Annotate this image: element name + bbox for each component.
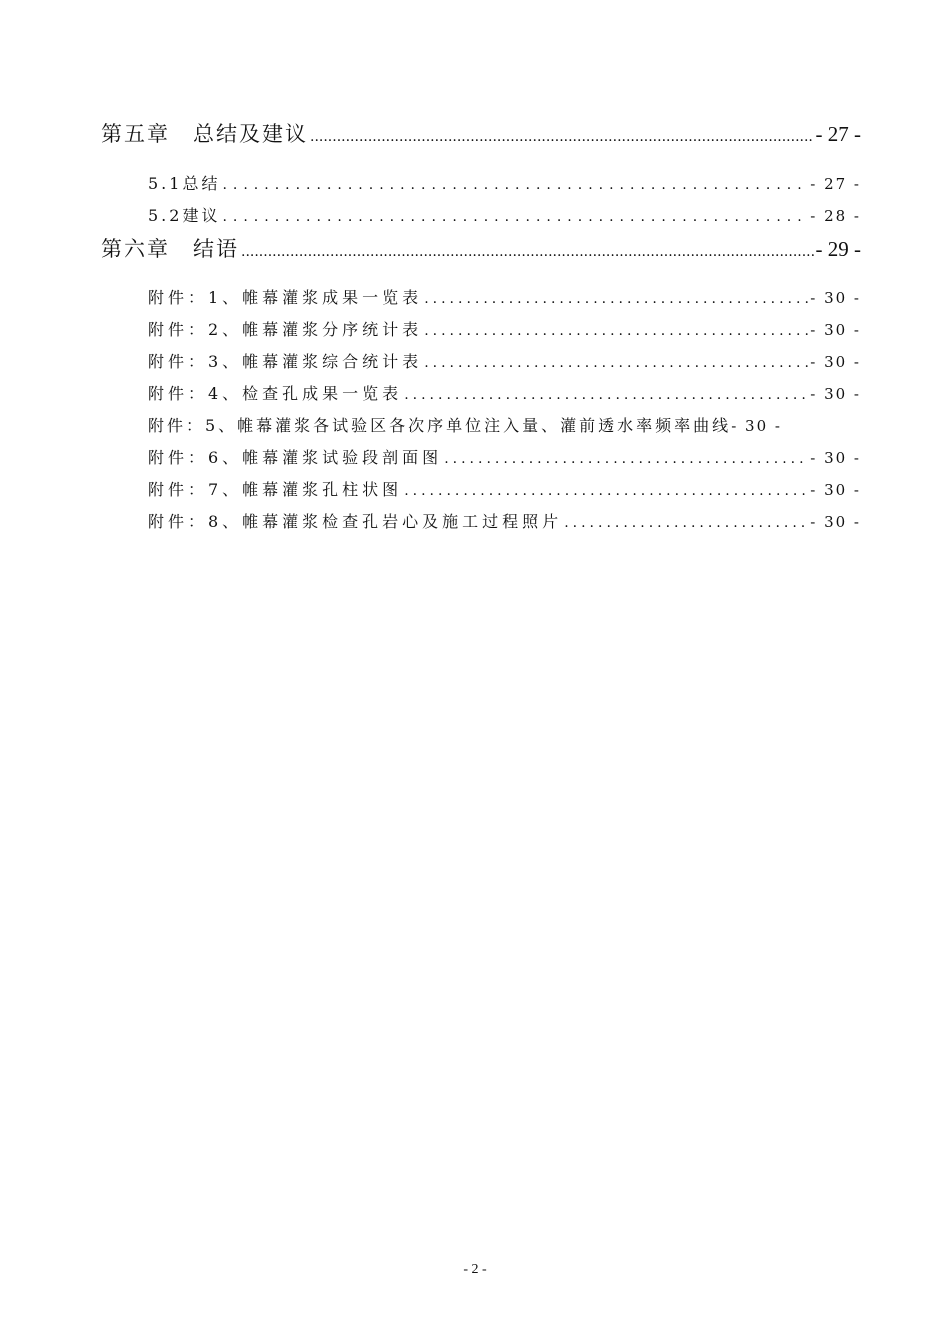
toc-entry-page: - 30 -	[810, 353, 861, 371]
toc-entry-page: - 28 -	[810, 207, 861, 225]
dot-leader	[404, 483, 808, 499]
toc-entry-appendix-7[interactable]	[148, 477, 861, 500]
dot-leader	[241, 244, 814, 260]
toc-entry-appendix-2[interactable]	[148, 317, 861, 340]
toc-entry-page: - 30 -	[810, 513, 861, 531]
toc-entry-appendix-6[interactable]	[148, 445, 861, 468]
toc-entry-label: 附件：1、帷幕灌浆成果一览表	[148, 288, 423, 307]
dot-leader	[404, 387, 808, 403]
dot-leader	[564, 515, 808, 531]
dot-leader	[444, 451, 808, 467]
toc-entry-label: 附件：4、检查孔成果一览表	[148, 384, 403, 403]
toc-entry-page: - 29 -	[815, 237, 861, 261]
toc-entry-section-5-2[interactable]	[148, 203, 861, 226]
dot-leader	[424, 355, 808, 371]
toc-entry-page: - 30 -	[810, 289, 861, 307]
toc-entry-page: - 30 -	[810, 385, 861, 403]
toc-entry-chapter-5[interactable]	[101, 118, 861, 148]
toc-entry-page: - 30 -	[810, 321, 861, 339]
toc-entry-appendix-4[interactable]	[148, 381, 861, 404]
dot-leader	[310, 129, 814, 145]
toc-entry-appendix-1[interactable]	[148, 285, 861, 308]
toc-entry-label: 附件：3、帷幕灌浆综合统计表	[148, 352, 423, 371]
toc-entry-page: - 27 -	[810, 175, 861, 193]
toc-entry-label: 5.2建议	[148, 206, 221, 225]
dot-leader	[424, 291, 808, 307]
toc-entry-page: - 30 -	[731, 417, 782, 435]
dot-leader	[222, 209, 808, 225]
toc-entry-appendix-3[interactable]	[148, 349, 861, 372]
toc-entry-appendix-5[interactable]	[148, 413, 893, 436]
toc-entry-chapter-6[interactable]	[101, 233, 861, 263]
toc-entry-appendix-8[interactable]	[148, 509, 861, 532]
toc-entry-page: - 27 -	[815, 122, 861, 146]
toc-entry-label: 第六章 结语	[101, 237, 239, 261]
dot-leader	[424, 323, 808, 339]
toc-entry-label: 附件：7、帷幕灌浆孔柱状图	[148, 480, 403, 499]
toc-entry-label: 附件：2、帷幕灌浆分序统计表	[148, 320, 423, 339]
toc-entry-page: - 30 -	[810, 449, 861, 467]
toc-entry-label: 附件：5、帷幕灌浆各试验区各次序单位注入量、灌前透水率频率曲线	[148, 416, 732, 435]
toc-entry-label: 附件：6、帷幕灌浆试验段剖面图	[148, 448, 443, 467]
toc-entry-section-5-1[interactable]	[148, 171, 861, 194]
dot-leader	[222, 177, 808, 193]
toc-entry-page: - 30 -	[810, 481, 861, 499]
toc-entry-label: 附件：8、帷幕灌浆检查孔岩心及施工过程照片	[148, 512, 563, 531]
toc-entry-label: 5.1总结	[148, 174, 221, 193]
page-number-footer: - 2 -	[463, 1262, 487, 1277]
toc-entry-label: 第五章 总结及建议	[101, 122, 308, 146]
